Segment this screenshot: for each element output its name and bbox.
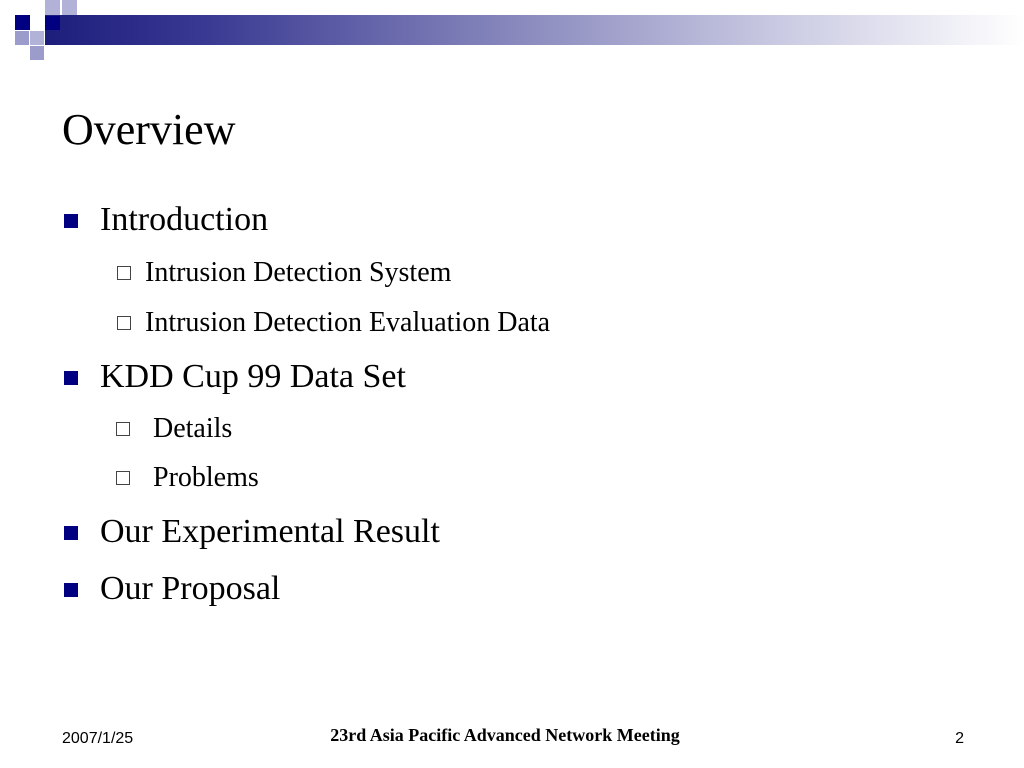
sub-bullet-text: Intrusion Detection Evaluation Data: [145, 307, 551, 338]
square-bullet-icon: [64, 214, 78, 228]
footer-title: 23rd Asia Pacific Advanced Network Meeting: [330, 725, 680, 745]
header-decoration-square: [15, 15, 30, 30]
bullet-text: Our Experimental Result: [100, 513, 440, 550]
sub-bullet-text: Details: [153, 413, 233, 444]
bullet-text: KDD Cup 99 Data Set: [100, 358, 406, 395]
sub-bullet-item: [153, 462, 259, 494]
slide-title: Overview: [62, 105, 236, 154]
hollow-square-bullet-icon: [117, 266, 131, 280]
bullet-text: Introduction: [100, 201, 269, 238]
sub-bullet-text: Problems: [153, 462, 259, 493]
sub-bullet-text: Intrusion Detection System: [145, 257, 452, 288]
square-bullet-icon: [64, 583, 78, 597]
sub-bullet-item: [145, 257, 451, 289]
bullet-item-kdd-cup: [100, 357, 406, 397]
sub-bullet-item: [145, 307, 550, 339]
bullet-item-experimental-result: [100, 512, 440, 552]
slide-number: 2: [955, 730, 964, 747]
header-decoration-square: [15, 31, 29, 45]
header-decoration-square: [62, 0, 77, 15]
footer-date: 2007/1/25: [62, 730, 134, 747]
header-decoration-square: [30, 31, 44, 45]
hollow-square-bullet-icon: [116, 422, 130, 436]
hollow-square-bullet-icon: [117, 316, 131, 330]
header-decoration-square: [45, 16, 60, 30]
bullet-text: Our Proposal: [100, 570, 281, 607]
header-gradient-band: [30, 15, 1024, 45]
bullet-item-introduction: [100, 200, 268, 240]
sub-bullet-item: [153, 413, 232, 445]
hollow-square-bullet-icon: [116, 471, 130, 485]
header-decoration-square: [45, 0, 60, 15]
bullet-item-proposal: [100, 569, 280, 609]
header-decoration-square: [30, 46, 44, 60]
square-bullet-icon: [64, 371, 78, 385]
square-bullet-icon: [64, 526, 78, 540]
